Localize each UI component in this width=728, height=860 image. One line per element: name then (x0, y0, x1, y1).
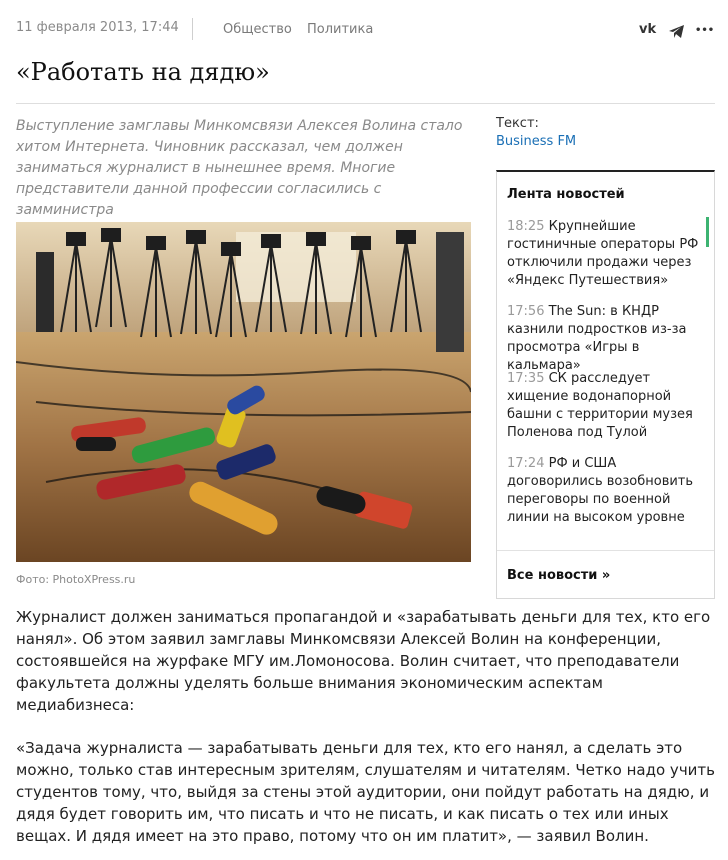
news-feed (496, 170, 715, 599)
publish-date: 11 февраля 2013, 17:44 (16, 20, 179, 35)
news-item-text[interactable]: The Sun: в КНДР казнили подростков из-за просмотра «Игры в кальмара» (507, 304, 687, 373)
news-item-text[interactable]: Крупнейшие гостиничные операторы РФ отключили продажи через «Яндекс Путешествия» (507, 219, 699, 288)
news-item-time: 17:56 (507, 304, 549, 319)
header-divider (192, 18, 193, 40)
news-item[interactable] (507, 303, 707, 375)
more-icon[interactable]: ••• (695, 25, 715, 36)
vk-icon[interactable]: vk (639, 22, 657, 37)
article-title: «Работать на дядю» (16, 58, 270, 86)
news-item-time: 18:25 (507, 219, 549, 234)
article-paragraph: «Задача журналиста — зарабатывать деньги для тех, кто его нанял, а сделать это можно, только став интересным зрителям, слушателям и читателям. Четко надо учить студентов тому, что, выйдя за стены этой аудитории, они пойдут работать на дядю, и дядя будет говорить им, что писать и что не писать, и как писать о тех или иных вещах. И дядя имеет на это право, потому что он им платит», — заявил Волин. (16, 739, 716, 845)
news-item-text[interactable]: СК расследует хищение водонапорной башни с территории музея Поленова под Тулой (507, 371, 693, 440)
news-item-time: 17:35 (507, 371, 549, 386)
news-feed-divider (497, 550, 714, 551)
article-lead: Выступление замглавы Минкомсвязи Алексея Волина стало хитом Интернета. Чиновник рассказал, чем должен заниматься журналист в нынешнее время. Многие представители данной профессии согласились с замминистра (16, 118, 463, 218)
news-item-time: 17:24 (507, 456, 549, 471)
news-item[interactable] (507, 455, 707, 527)
title-divider (16, 103, 715, 104)
news-item[interactable] (507, 370, 707, 442)
article-photo (16, 222, 471, 562)
telegram-icon[interactable] (668, 24, 685, 39)
all-news-link[interactable]: Все новости » (507, 568, 611, 583)
category-link-politics[interactable]: Политика (307, 22, 374, 37)
news-item[interactable] (507, 218, 707, 290)
photo-caption: Фото: PhotoXPress.ru (16, 573, 136, 586)
category-link-society[interactable]: Общество (223, 22, 292, 37)
author-link[interactable]: Business FM (496, 134, 577, 149)
news-item-text[interactable]: РФ и США договорились возобновить переговоры по военной линии на высоком уровне (507, 456, 694, 525)
news-feed-title: Лента новостей (507, 187, 625, 202)
article-paragraph: Журналист должен заниматься пропагандой и «зарабатывать деньги для тех, кто его нанял». Об этом заявил замглавы Минкомсвязи Алексей Волин на конференции, состоявшейся на журфаке МГУ им.Ломоносова. Волин считает, что преподаватели факультета должны уделять больше внимания экономическим аспектам медиабизнеса: (16, 608, 711, 714)
author-label: Текст: (496, 116, 539, 131)
